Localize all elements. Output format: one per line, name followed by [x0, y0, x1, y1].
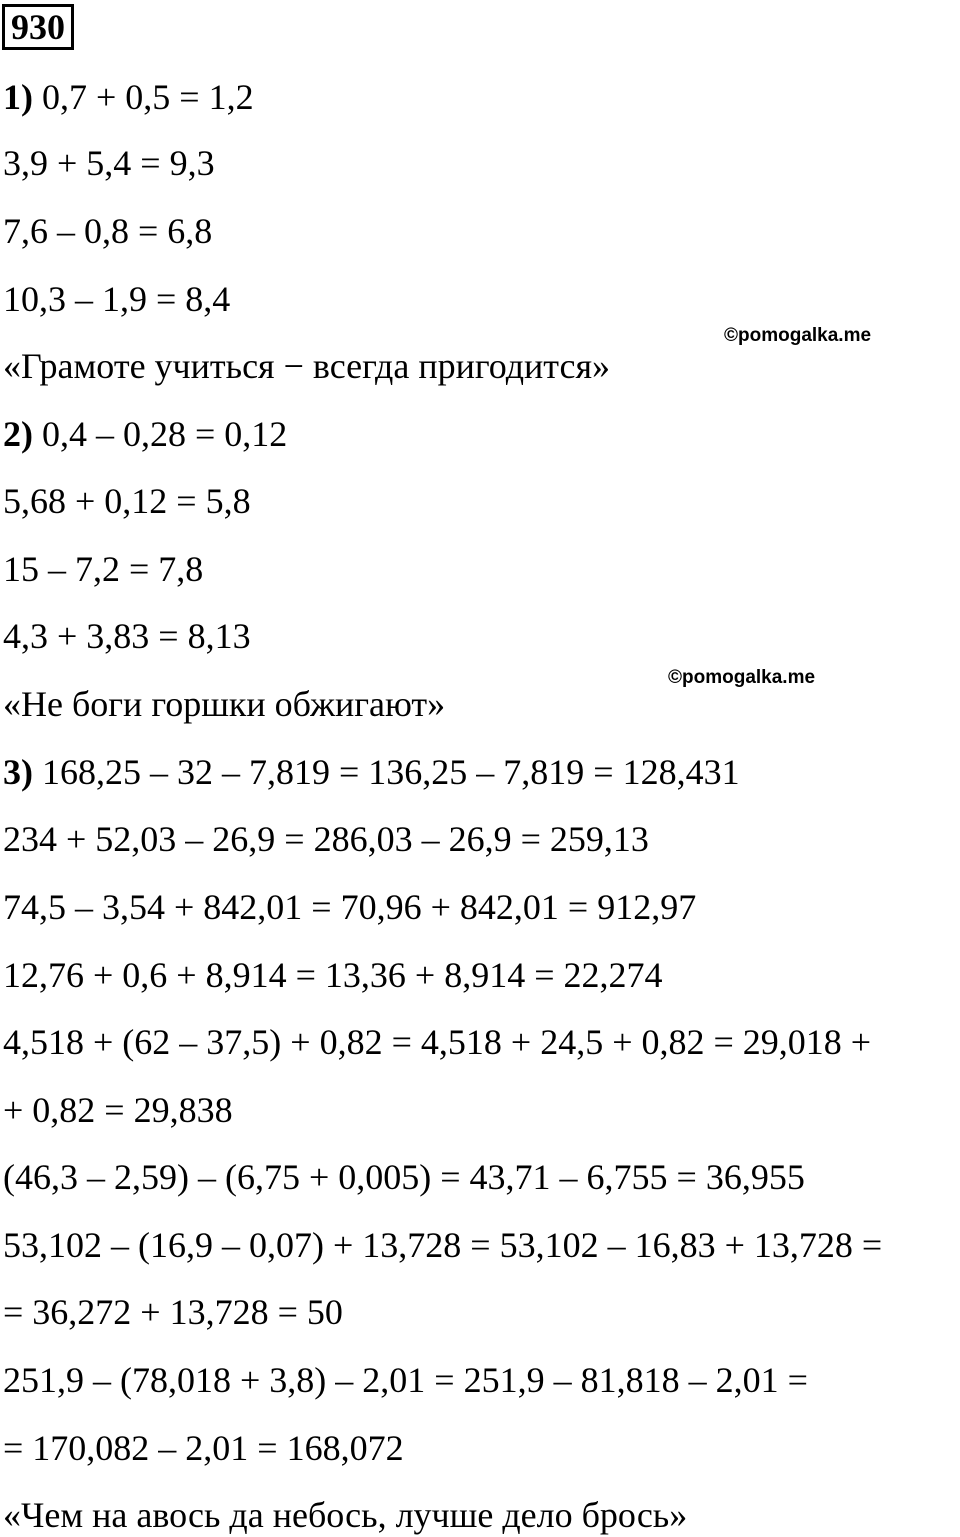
part3-line-6: + 0,82 = 29,838 [3, 1090, 233, 1130]
part3-line-10: 251,9 – (78,018 + 3,8) – 2,01 = 251,9 – 81,818 – 2,01 = [3, 1360, 808, 1400]
part2-label: 2) [3, 414, 33, 454]
part3-line-5: 4,518 + (62 – 37,5) + 0,82 = 4,518 + 24,5 + 0,82 = 29,018 + [3, 1022, 872, 1062]
part1-line-3: 7,6 – 0,8 = 6,8 [3, 211, 213, 251]
part1-equation-1: 0,7 + 0,5 = 1,2 [33, 77, 254, 117]
part1-line-4: 10,3 – 1,9 = 8,4 [3, 279, 231, 319]
part3-proverb: «Чем на авось да небось, лучше дело брось» [3, 1495, 688, 1535]
part1-line-1 [3, 77, 254, 117]
part2-line-1 [3, 414, 287, 454]
part1-label: 1) [3, 77, 33, 117]
part1-line-2: 3,9 + 5,4 = 9,3 [3, 143, 215, 183]
part3-line-11: = 170,082 – 2,01 = 168,072 [3, 1428, 404, 1468]
part2-line-3: 15 – 7,2 = 7,8 [3, 549, 204, 589]
part3-line-9: = 36,272 + 13,728 = 50 [3, 1292, 343, 1332]
part3-line-7: (46,3 – 2,59) – (6,75 + 0,005) = 43,71 – 6,755 = 36,955 [3, 1157, 805, 1197]
part3-line-2: 234 + 52,03 – 26,9 = 286,03 – 26,9 = 259,13 [3, 819, 649, 859]
part2-equation-1: 0,4 – 0,28 = 0,12 [33, 414, 288, 454]
part3-label: 3) [3, 752, 33, 792]
task-number: 930 [2, 4, 74, 50]
watermark-2: ©pomogalka.me [668, 667, 816, 688]
watermark-1: ©pomogalka.me [724, 325, 872, 346]
part3-line-3: 74,5 – 3,54 + 842,01 = 70,96 + 842,01 = 912,97 [3, 887, 697, 927]
part3-line-4: 12,76 + 0,6 + 8,914 = 13,36 + 8,914 = 22,274 [3, 955, 663, 995]
part2-line-4: 4,3 + 3,83 = 8,13 [3, 616, 251, 656]
part3-line-1 [3, 752, 740, 792]
part2-line-2: 5,68 + 0,12 = 5,8 [3, 481, 251, 521]
part3-line-8: 53,102 – (16,9 – 0,07) + 13,728 = 53,102 – 16,83 + 13,728 = [3, 1225, 883, 1265]
part3-equation-1: 168,25 – 32 – 7,819 = 136,25 – 7,819 = 128,431 [33, 752, 740, 792]
part2-proverb: «Не боги горшки обжигают» [3, 684, 446, 724]
part1-proverb: «Грамоте учиться − всегда пригодится» [3, 346, 611, 386]
